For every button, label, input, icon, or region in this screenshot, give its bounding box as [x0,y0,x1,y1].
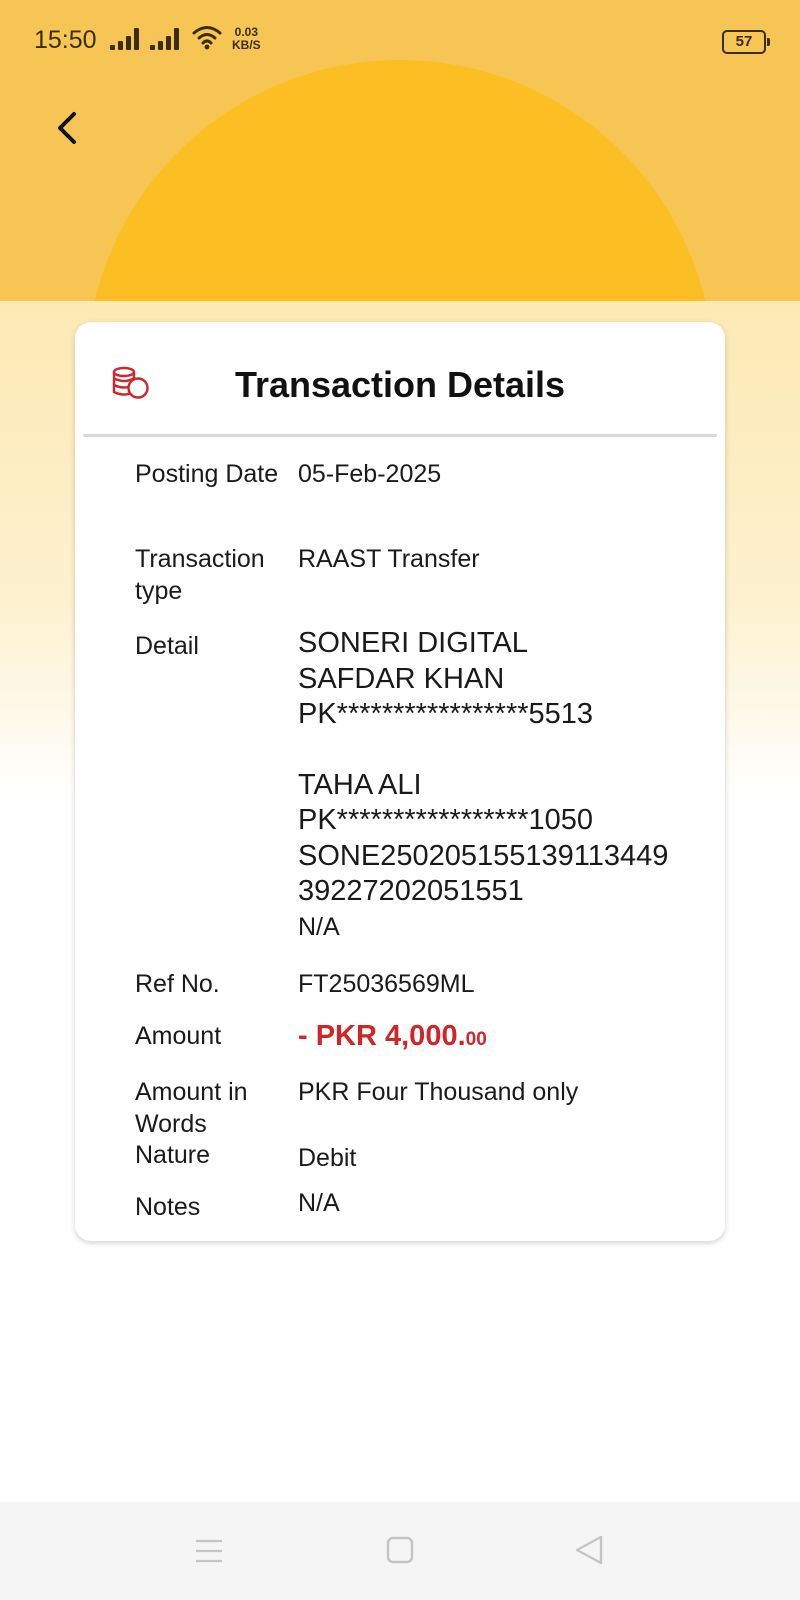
notes-value: N/A [298,1189,340,1217]
network-speed [232,26,261,52]
speed-unit: KB/S [232,38,261,52]
system-nav-bar [0,1502,800,1600]
posting-date-label: Posting Date [135,460,279,488]
detail-line: PK*****************1050 [298,804,594,836]
detail-line: SONERI DIGITAL [298,627,528,659]
detail-line: N/A [298,912,340,941]
header-divider [83,434,717,437]
notes-label: Notes [135,1193,201,1221]
transaction-type-value: RAAST Transfer [298,545,480,573]
detail-line: SAFDAR KHAN [298,662,505,695]
speed-value: 0.03 [234,25,259,39]
nav-menu-button[interactable] [194,1536,224,1571]
amount-value [298,1020,487,1056]
nature-label: Nature [135,1141,211,1169]
wifi-icon [192,24,222,50]
detail-label: Detail [135,632,199,660]
triangle-back-icon [574,1534,604,1566]
amount-in-words-label: Amount in Words [135,1078,248,1138]
detail-line: 39227202051551 [298,875,524,907]
battery-icon [722,30,766,54]
nav-back-button[interactable] [574,1534,604,1571]
detail-line: PK*****************5513 [298,698,594,730]
ref-no-label: Ref No. [135,970,220,998]
amount-decimal: 00 [465,1029,487,1050]
signal-icon-1 [110,28,142,50]
amount-main: - PKR 4,000. [298,1020,466,1052]
nav-home-button[interactable] [386,1536,414,1569]
header-sun-shape [86,60,714,301]
detail-gap [298,733,668,768]
transaction-type-label: Transaction type [135,545,265,605]
menu-icon [194,1536,224,1566]
status-bar [0,0,800,80]
ref-no-value: FT25036569ML [298,970,475,998]
back-button[interactable] [46,106,90,150]
detail-line: TAHA ALI [298,768,422,801]
square-icon [386,1536,414,1564]
signal-icon-2 [150,28,182,50]
status-time: 15:50 [34,26,97,54]
card-header [75,322,725,436]
amount-label: Amount [135,1022,222,1050]
card-title: Transaction Details [234,364,566,405]
detail-line: SONE250205155139113449 [298,839,669,872]
detail-value [298,626,668,945]
transaction-details-card [75,322,725,1241]
nature-value: Debit [298,1144,357,1172]
posting-date-value: 05-Feb-2025 [298,460,442,488]
amount-in-words-value: PKR Four Thousand only [298,1078,579,1106]
chevron-left-icon [46,106,90,150]
battery-level: 57 [735,33,753,50]
